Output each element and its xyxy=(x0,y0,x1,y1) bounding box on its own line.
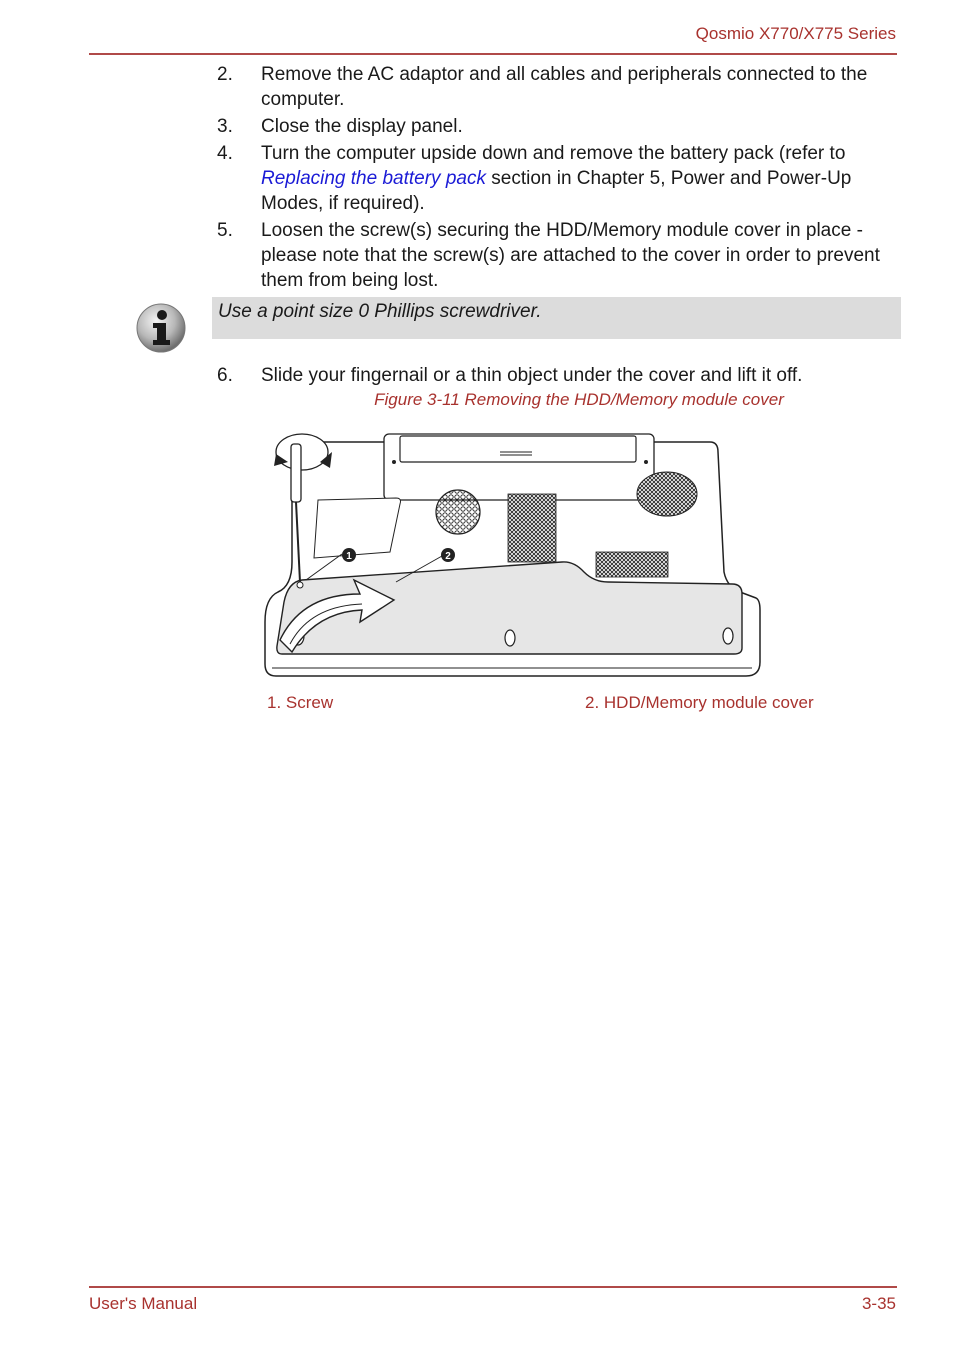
legend-cover: 2. HDD/Memory module cover xyxy=(585,693,814,712)
info-icon xyxy=(135,302,187,354)
footer-manual-title: User's Manual xyxy=(89,1294,198,1313)
list-item xyxy=(217,114,907,139)
note-box xyxy=(212,297,901,339)
step-text xyxy=(261,141,907,216)
header-rule xyxy=(89,53,897,55)
step-number: 6. xyxy=(217,365,233,386)
step-number: 5. xyxy=(217,220,233,241)
step-number: 3. xyxy=(217,116,233,137)
figure-caption: Figure 3-11 Removing the HDD/Memory module cover xyxy=(374,390,784,409)
step-number: 4. xyxy=(217,143,233,164)
list-item xyxy=(217,218,907,293)
page-number: 3-35 xyxy=(861,1294,896,1313)
step-list xyxy=(217,62,907,295)
list-item xyxy=(217,363,907,388)
step-text: Remove the AC adaptor and all cables and peripherals connected to the computer. xyxy=(261,64,868,110)
replacing-battery-link[interactable]: Replacing the battery pack xyxy=(261,168,486,189)
footer-rule xyxy=(89,1286,897,1288)
step-text-post: section in Chapter 5, Power and Power-Up Modes, if required). xyxy=(261,168,852,214)
list-item xyxy=(217,62,907,112)
step-number: 2. xyxy=(217,64,233,85)
step-text: Close the display panel. xyxy=(261,116,463,137)
header-title: Qosmio X770/X775 Series xyxy=(695,24,896,43)
callout-1: 1 xyxy=(346,551,352,562)
step-list-continued xyxy=(217,363,907,390)
legend-screw: 1. Screw xyxy=(267,693,334,712)
laptop-underside-illustration xyxy=(262,422,762,682)
step-text-pre: Turn the computer upside down and remove the battery pack (refer to xyxy=(261,143,846,164)
list-item xyxy=(217,141,907,216)
step-text: Slide your fingernail or a thin object under the cover and lift it off. xyxy=(261,365,803,386)
step-text: Loosen the screw(s) securing the HDD/Memory module cover in place - please note that the screw(s) are attached to the cover in order to prevent them from being lost. xyxy=(261,220,880,291)
note-text: Use a point size 0 Phillips screwdriver. xyxy=(218,301,542,322)
callout-2: 2 xyxy=(445,551,451,562)
